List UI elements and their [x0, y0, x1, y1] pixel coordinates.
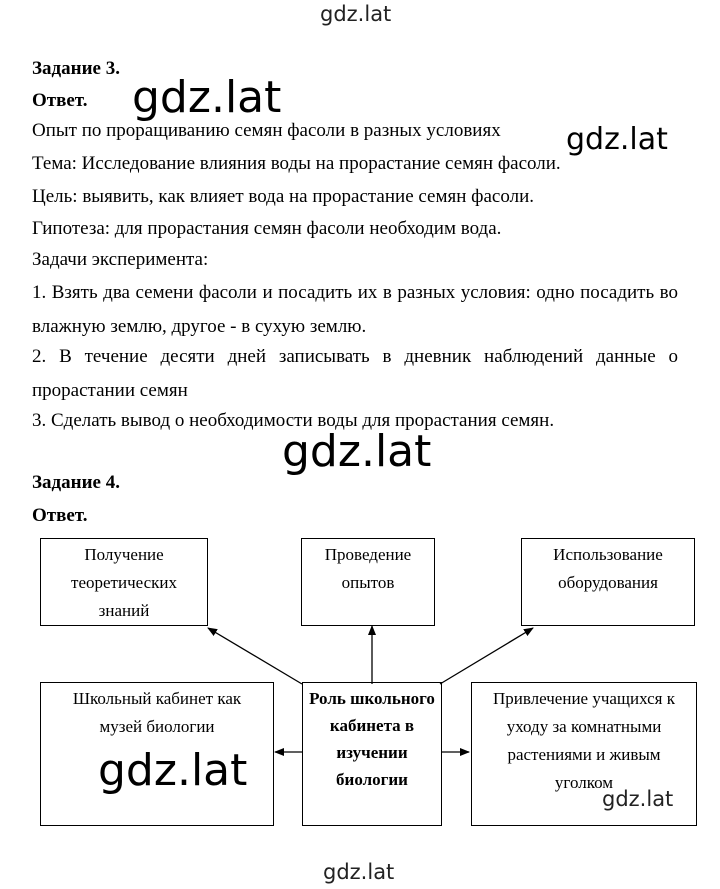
- watermark: gdz.lat: [132, 72, 282, 123]
- diagram-box-top-right: Использование оборудования: [521, 538, 695, 626]
- task4-answer-label: Ответ.: [32, 505, 88, 526]
- diagram-box-bottom-left: Школьный кабинет как музей биологии: [40, 682, 274, 826]
- task3-answer-label: Ответ.: [32, 90, 88, 111]
- task3-line: Тема: Исследование влияния воды на прорастание семян фасоли.: [32, 153, 561, 174]
- diagram-box-top-left: Получение теоретических знаний: [40, 538, 208, 626]
- task3-heading: Задание 3.: [32, 58, 120, 79]
- task3-line: Задачи эксперимента:: [32, 249, 209, 270]
- task3-line: Опыт по проращиванию семян фасоли в разных условиях: [32, 120, 501, 141]
- watermark: gdz.lat: [320, 2, 392, 26]
- task3-line: Гипотеза: для прорастания семян фасоли необходим вода.: [32, 218, 502, 239]
- task3-line: Цель: выявить, как влияет вода на прорастание семян фасоли.: [32, 186, 534, 207]
- watermark: gdz.lat: [566, 122, 668, 157]
- task4-heading: Задание 4.: [32, 472, 120, 493]
- watermark: gdz.lat: [282, 426, 432, 477]
- diagram-box-top-middle: Проведение опытов: [301, 538, 435, 626]
- task3-step: 2. В течение десяти дней записывать в дневник наблюдений данные о прорастании семян: [32, 346, 678, 401]
- diagram-box-center: Роль школьного кабинета в изучении биологии: [302, 682, 442, 826]
- task3-step: 3. Сделать вывод о необходимости воды для прорастания семян.: [32, 410, 555, 431]
- watermark: gdz.lat: [98, 745, 248, 796]
- task3-step: 1. Взять два семени фасоли и посадить их в разных условия: одно посадить во влажную землю, другое - в сухую землю.: [32, 282, 678, 337]
- arrow-to-top-left: [208, 628, 302, 684]
- watermark: gdz.lat: [323, 860, 395, 884]
- arrow-to-top-right: [440, 628, 533, 684]
- diagram-box-bottom-right: Привлечение учащихся к уходу за комнатными растениями и живым уголком: [471, 682, 697, 826]
- watermark: gdz.lat: [602, 787, 674, 811]
